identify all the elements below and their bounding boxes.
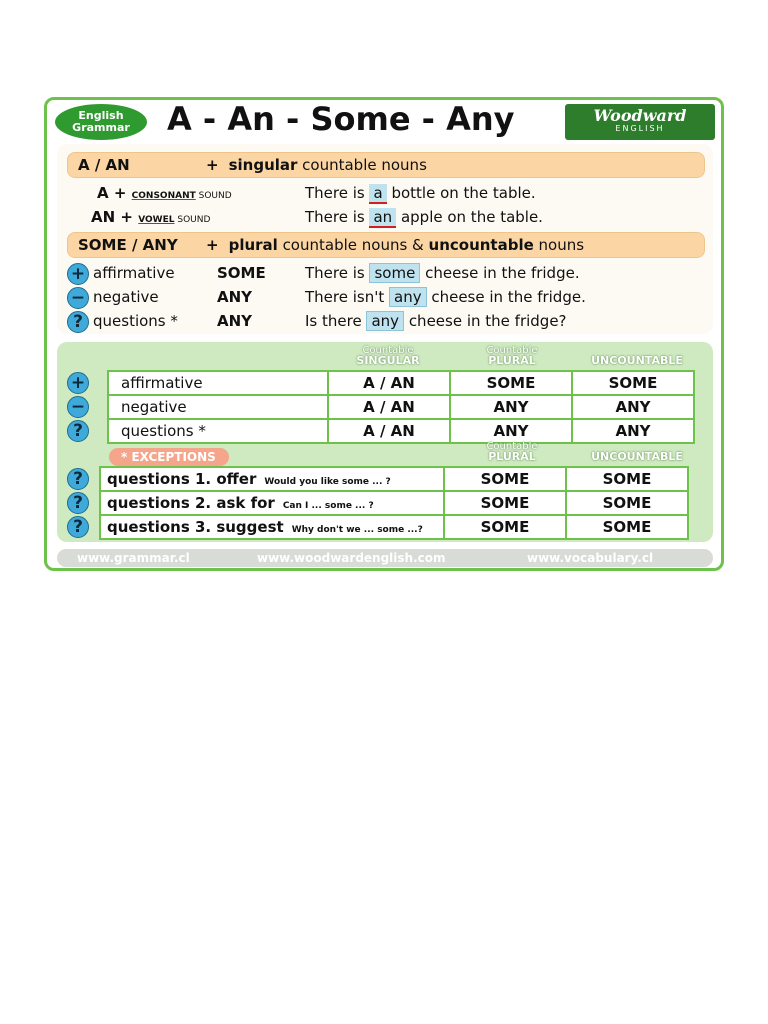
sentence-start: Is there: [305, 312, 367, 330]
cell-plural: ANY: [450, 395, 572, 419]
footer-link-vocabulary[interactable]: www.vocabulary.cl: [527, 551, 654, 565]
any-question-row: [57, 310, 713, 332]
an-rule: [91, 206, 210, 231]
sentence-end: cheese in the fridge.: [420, 264, 580, 282]
sound-label: SOUND: [195, 191, 232, 201]
exceptions-table: [99, 466, 689, 540]
countable-nouns-text: countable nouns: [297, 156, 427, 174]
a-an-rule: [206, 153, 427, 177]
table-row: [100, 515, 688, 539]
sentence-start: There is: [305, 264, 370, 282]
footer-link-grammar[interactable]: www.grammar.cl: [77, 551, 190, 565]
question-icon: [67, 420, 89, 442]
rules-panel: [57, 144, 713, 334]
cell-uncountable: ANY: [572, 419, 694, 443]
exception-type: questions 2. ask for: [107, 494, 275, 512]
any-negative-row: [57, 286, 713, 308]
nouns-text: nouns: [533, 236, 585, 254]
minus-icon-glyph: −: [67, 396, 89, 418]
col-head-big: UNCOUNTABLE: [591, 354, 683, 367]
exceptions-pill: * EXCEPTIONS: [109, 448, 229, 466]
sentence-start: There isn't: [305, 288, 389, 306]
highlight-word: any: [389, 287, 427, 307]
sound-label: SOUND: [174, 215, 211, 225]
cell-uncountable: SOME: [572, 371, 694, 395]
badge-line2: Grammar: [72, 121, 130, 134]
article-a: A: [97, 184, 109, 202]
example-sentence: [305, 262, 580, 284]
question-icon: [67, 516, 89, 538]
exception-type: questions 3. suggest: [107, 518, 284, 536]
some-any-rule: [206, 233, 584, 257]
highlight-word: any: [366, 311, 404, 331]
cell-plural: SOME: [444, 467, 566, 491]
exception-label: [100, 467, 444, 491]
question-icon-glyph: ?: [67, 516, 89, 538]
singular-word: singular: [228, 156, 298, 174]
some-affirmative-row: [57, 262, 713, 284]
exception-type: questions 1. offer: [107, 470, 257, 488]
grammar-card: [44, 97, 724, 571]
exception-example: Why don't we ... some ...?: [291, 525, 423, 535]
page-title: A - An - Some - Any: [167, 100, 515, 138]
cell-uncountable: SOME: [566, 491, 688, 515]
question-icon-glyph: ?: [67, 492, 89, 514]
question-icon: [67, 310, 89, 333]
question-icon-glyph: ?: [67, 468, 89, 490]
col-head-singular: [327, 346, 449, 366]
cell-singular: A / AN: [328, 371, 450, 395]
col-head-uncountable: [575, 356, 699, 366]
cell-plural: SOME: [450, 371, 572, 395]
cell-plural: ANY: [450, 419, 572, 443]
col-head-plural: [451, 346, 573, 366]
example-sentence: [305, 206, 543, 228]
exception-label: [100, 515, 444, 539]
col-head-small: Countable: [486, 345, 538, 356]
row-label: negative: [93, 288, 159, 306]
vowel-label: VOWEL: [138, 215, 175, 225]
exc-col-head-uncountable: [575, 452, 699, 462]
a-rule: [97, 182, 232, 207]
cell-uncountable: SOME: [566, 515, 688, 539]
cell-plural: SOME: [444, 515, 566, 539]
summary-panel: [57, 342, 713, 542]
a-an-rule-bar: [67, 152, 705, 178]
col-head-small: Countable: [362, 345, 414, 356]
cell-singular: A / AN: [328, 395, 450, 419]
row-word: ANY: [217, 288, 253, 306]
row-label: questions *: [108, 419, 328, 443]
sentence-end: cheese in the fridge?: [404, 312, 567, 330]
sentence-end: cheese in the fridge.: [426, 288, 586, 306]
example-sentence: [305, 182, 536, 204]
col-head-big: SINGULAR: [356, 354, 420, 367]
col-head-big: PLURAL: [488, 354, 536, 367]
footer-links: [57, 549, 713, 567]
plus-icon: [67, 372, 89, 394]
table-row: [100, 491, 688, 515]
some-any-heading: SOME / ANY: [78, 236, 178, 254]
question-icon: [67, 492, 89, 514]
question-icon: [67, 468, 89, 490]
an-example-row: [57, 206, 713, 228]
sentence-end: bottle on the table.: [386, 184, 536, 202]
countable-nouns-text: countable nouns &: [277, 236, 429, 254]
minus-icon-glyph: −: [67, 287, 89, 309]
table-row: [100, 467, 688, 491]
plus-sign: +: [120, 208, 133, 226]
example-sentence: [305, 310, 567, 332]
table-row: [108, 371, 694, 395]
logo-name: Woodward: [593, 106, 687, 125]
table-row: [108, 419, 694, 443]
plus-sign: +: [206, 236, 219, 254]
table-row: [108, 395, 694, 419]
plus-sign: +: [113, 184, 127, 202]
uncountable-word: uncountable: [428, 236, 534, 254]
exception-example: Would you like some ... ?: [264, 477, 391, 487]
highlight-word: some: [369, 263, 420, 283]
exception-label: [100, 491, 444, 515]
col-head-small: Countable: [486, 441, 538, 452]
badge-line1: English: [78, 109, 124, 122]
logo-subtitle: ENGLISH: [615, 124, 665, 133]
cell-uncountable: SOME: [566, 467, 688, 491]
highlight-article: a: [369, 184, 386, 204]
a-example-row: [57, 182, 713, 204]
question-icon-glyph: ?: [67, 311, 89, 333]
english-grammar-badge: [55, 104, 147, 140]
a-an-heading: A / AN: [78, 156, 130, 174]
plus-icon-glyph: +: [67, 372, 89, 394]
question-icon-glyph: ?: [67, 420, 89, 442]
minus-icon: [67, 396, 89, 418]
woodward-logo: [565, 104, 715, 140]
plus-icon: [67, 262, 89, 285]
usage-table: [107, 370, 695, 444]
col-head-big: UNCOUNTABLE: [591, 450, 683, 463]
consonant-label: CONSONANT: [131, 191, 196, 201]
col-head-big: PLURAL: [488, 450, 536, 463]
some-any-rule-bar: [67, 232, 705, 258]
highlight-article: an: [369, 208, 396, 228]
example-sentence: [305, 286, 586, 308]
sentence-start: There is: [305, 184, 370, 202]
minus-icon: [67, 286, 89, 309]
row-label: affirmative: [108, 371, 328, 395]
cell-uncountable: ANY: [572, 395, 694, 419]
plus-sign: +: [206, 156, 219, 174]
row-word: SOME: [217, 264, 266, 282]
row-word: ANY: [217, 312, 253, 330]
row-label: questions *: [93, 312, 178, 330]
exc-col-head-plural: [451, 442, 573, 462]
footer-link-woodward[interactable]: www.woodwardenglish.com: [257, 551, 446, 565]
sentence-start: There is: [305, 208, 370, 226]
sentence-end: apple on the table.: [396, 208, 543, 226]
row-label: negative: [108, 395, 328, 419]
cell-plural: SOME: [444, 491, 566, 515]
article-an: AN: [91, 208, 116, 226]
plus-icon-glyph: +: [67, 263, 89, 285]
row-label: affirmative: [93, 264, 175, 282]
plural-word: plural: [228, 236, 278, 254]
cell-singular: A / AN: [328, 419, 450, 443]
exception-example: Can I ... some ... ?: [282, 501, 374, 511]
